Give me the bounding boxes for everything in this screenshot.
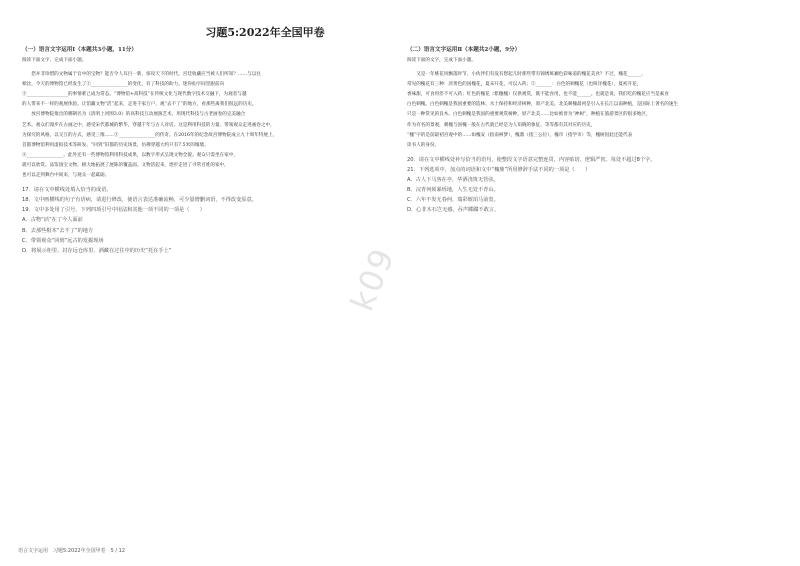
left-passage-line: 您并非珍惜的文物属于官中的宝物？能否令人耳目一新，惊叹天下的时代，宫廷收藏应当被人们所知？……与以往	[22, 72, 261, 78]
left-passage-line: ④________________。此外还有一些博物馆利用科技成果，以数字形式呈现文物全貌。观众只需坐在家中，	[22, 152, 238, 158]
left-passage-line: 的人带来不一样的观展体验。让馆藏文物“活”起来，走进千家万户，观“去不了”的地方，看那些离我们很远的历史。	[22, 102, 257, 108]
question-17: 17．请在文中横线处填入恰当的成语。	[22, 187, 112, 194]
right-passage-line: 作为有名的景观，刺槐与国槐一般在古代就已经是为人知晓的象征，等等都有其对应的历史，	[407, 122, 596, 128]
page-footer: 语言文字运用 习题5:2022年全国甲卷 5 / 12	[18, 548, 125, 554]
page-title: 习题5:2022年全国甲卷	[205, 26, 325, 39]
option-c: C．带领观众“回到”远古的发掘现场	[22, 237, 104, 244]
left-passage-line: 也可以走到舞台中间来，与观众一起砥砺。	[22, 173, 110, 179]
question-21-part2: 鼎”所用修辞手法不同的一项是（ ）	[499, 166, 591, 173]
left-passage-line: 相比，今天的博物馆已经发生了①________________的变化，有了科技的助力，迷你仙字间里跟前向	[22, 82, 225, 88]
left-passage-line: 艺术。观众们漫步在古画之中，感受宋代都城的繁华，穿越千年与古人对话。这是利用科技的力量，带领观众走进画卷之中，	[22, 122, 275, 128]
left-passage-line: 首都博物馆利用虚拟技术等研发，“回到”旧都的历史场景，仿佛穿越大约只有7.5米的城墙。	[22, 142, 209, 148]
left-passage-line: ③__________________的事情难己成为常态。“博物馆+高科技”在传统文化与现代数字技术交融下，为观者与越	[22, 92, 247, 98]
right-passage-line: 又是一年桃花风飘落时节，小伙伴们有没有想起儿时那些带有锦绣斑斓色彩味道的槐花美食？不过，槐花______，	[407, 72, 646, 78]
left-column	[22, 44, 382, 256]
option-b: B．浣青何须暴烁地，人生无处不青山。	[407, 187, 499, 194]
question-21-part1: 21．下列选项中，加点的词语和文中“槐	[407, 166, 500, 173]
option-d: D．心非木石岂无感，吞声踯躅不敢言。	[407, 207, 500, 214]
right-passage-line: 白色刺槐。白色刺槐是我国重要的造林、水土保持和经济树种，原产北美。北美刺槐最初是引入在长江以南种植，是国际上著名的速生	[407, 102, 679, 108]
left-passage-line: 为探究的风格，以交互的方式，感受三维……③________________的传奇。在2016年的纪念故宫博物院成立九十周年特展上，	[22, 132, 278, 138]
right-passage-line: 读书人的身份。	[407, 142, 440, 148]
left-passage-line: 放宫博物院推出的哪钢名为《清明上河图3.0》的高科技互动展演艺术，用现代科技与古老画卷的完美融合	[22, 112, 246, 118]
left-section-heading: （一）语言文字运用Ⅰ（本题共3小题，11分）	[22, 47, 137, 53]
question-19: 19．文中多处用了引号，下列四项引号中用法和其他一项不同的一项是（ ）	[22, 207, 205, 214]
option-a: A．古人下马客在亭，华酒浇筑无管弦。	[407, 177, 499, 184]
watermark: k09	[342, 241, 403, 317]
right-instruction: 阅读下面的文字，完成下面小题。	[407, 58, 476, 63]
right-column	[407, 44, 779, 215]
right-passage-line: 只是一种常见的良木。白色刺槐是我国的重要观赏树种，原产北美……比如被誉为“神树”，种植在旅游景区的很多地区，	[407, 112, 651, 118]
right-passage-line: 常见的槐花有三种：淡黄色的国槐花，夏末开花，可以入药；②_______：白色的刺槐花（也叫洋槐花），夏初开花，	[407, 82, 642, 88]
question-18: 18．文中画横线的句子有语病，请进行修改，使语言表达准确流畅，可少量增删词语，不得改变原意。	[22, 197, 257, 204]
right-passage-line: “槐”字的是前最初宫观中的……如槐安（指南柯梦），槐鼎（指三公位），槐市（指学市）等，槐树因此还能代表	[407, 132, 633, 138]
right-passage-line: 香味甜，可食用但不可入药；红色的槐花（紫穗槐）仅供观赏，既不能食用，也不能______。也就是说，我们吃的槐花应当是素食	[407, 92, 669, 98]
question-21	[407, 165, 779, 175]
option-c: C．六年不发无春何，瑞彩琥珀马前宽。	[407, 197, 499, 204]
option-b: B．去那些根本“去不了”的地方	[22, 227, 94, 234]
left-instruction: 阅读下面文字，完成下面小题。	[22, 58, 87, 63]
right-section-heading: （二）语言文字运用Ⅱ（本题共2小题，9分）	[407, 47, 521, 53]
question-20: 20．请在文中横线处补写恰当的语句，使整段文字语意完整连贯，内容贴切，逻辑严密。每处不超过8个字。	[407, 156, 656, 163]
option-d: D．将展示柜里、封存远仓库里、酒藏在过往中的历史“托在手上”	[22, 247, 172, 254]
left-passage-line: 就可以欣赏、品鉴国宝文物，极大地拓展了展陈的覆盖面。文物活起来，逐步走进了寻常百姓的家中，	[22, 162, 229, 168]
option-a: A．古物“活”在了今人面前	[22, 217, 83, 224]
